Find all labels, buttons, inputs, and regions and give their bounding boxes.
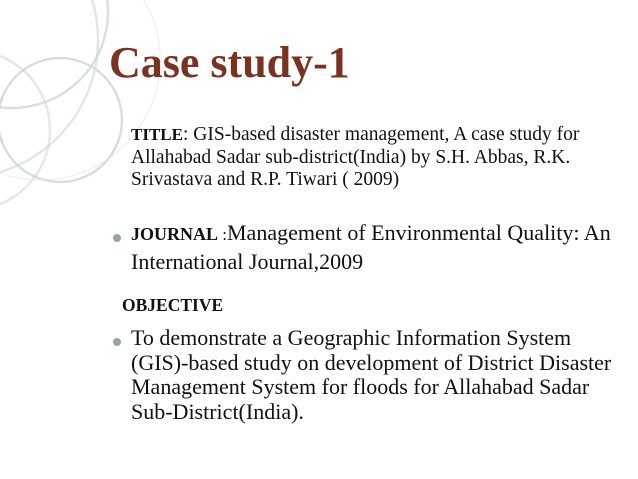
objective-text: To demonstrate a Geographic Information System (GIS)-based study on development of District Disaster Management System for floods for Allahabad Sadar Sub-District(India).	[131, 325, 612, 424]
journal-text: Management of Environmental Quality: An International Journal,2009	[131, 220, 611, 274]
journal-info	[131, 219, 611, 275]
title-text: GIS-based disaster management, A case study for Allahabad Sadar sub-district(India) by S.H. Abbas, R.K. Srivastava and R.P. Tiwari ( 2009)	[131, 124, 580, 190]
objective-heading: OBJECTIVE	[122, 295, 224, 315]
title-info	[131, 124, 611, 192]
slide-title: Case study-1	[109, 38, 350, 87]
title-separator: :	[182, 124, 194, 145]
bullet-dot-icon	[113, 234, 121, 242]
journal-label: JOURNAL	[131, 224, 219, 244]
bullet-dot-icon	[113, 338, 121, 346]
title-label: TITLE	[131, 125, 183, 144]
journal-separator: :	[218, 225, 227, 244]
